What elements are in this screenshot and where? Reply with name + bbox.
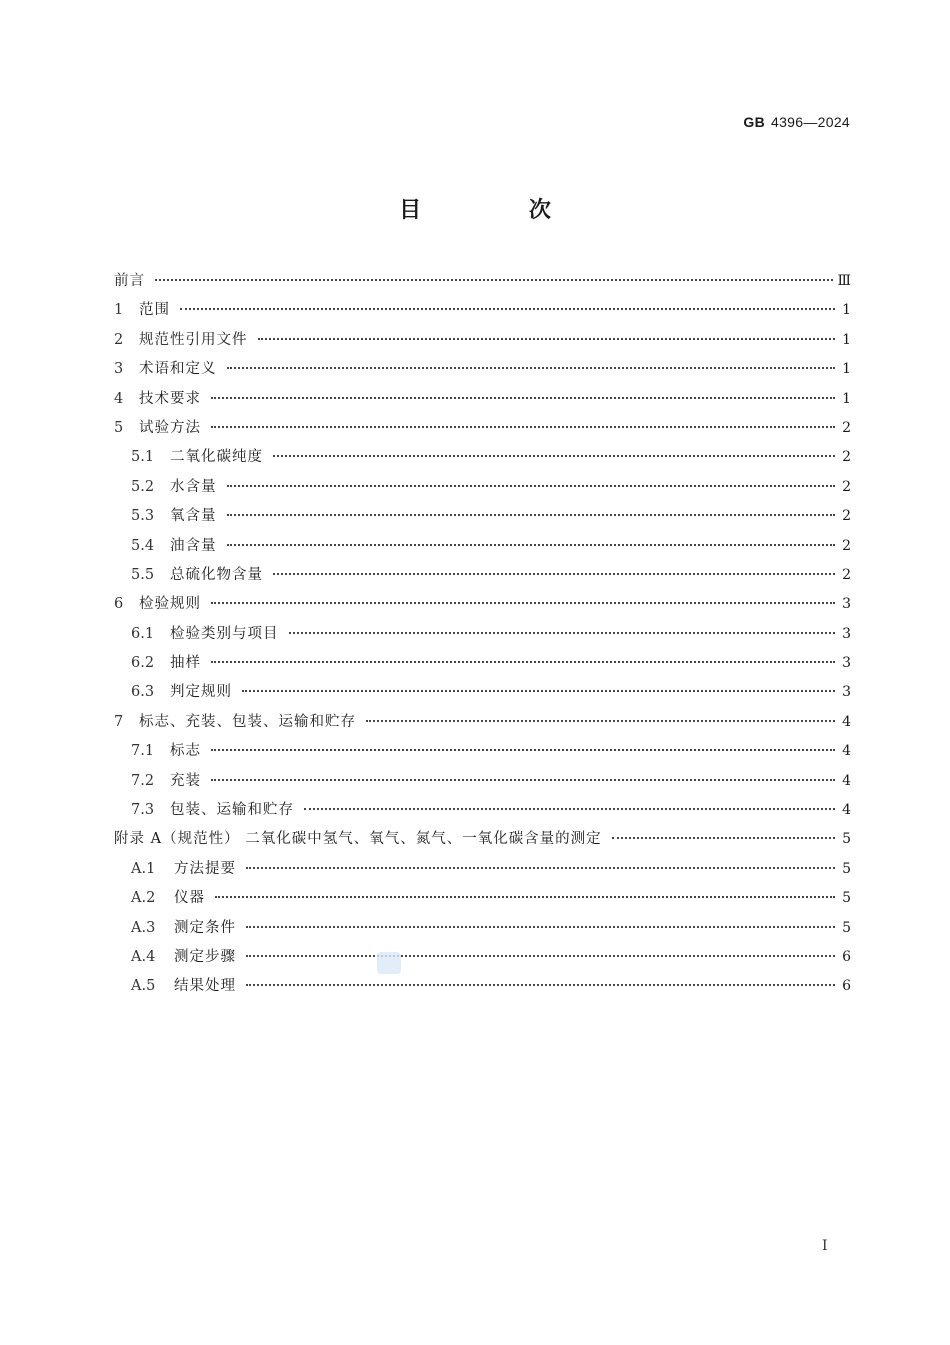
toc-entry-page: 3 xyxy=(842,655,851,672)
toc-dot-leader xyxy=(304,794,835,810)
toc-entry-page: 1 xyxy=(842,302,851,319)
toc-entry-number: 3 xyxy=(114,361,124,378)
toc-dot-leader xyxy=(289,618,836,634)
toc-entry-label: 标志、充装、包装、运输和贮存 xyxy=(139,713,356,730)
toc-entry-label: 范围 xyxy=(139,302,170,319)
page-title: 目 次 xyxy=(399,198,601,223)
toc-dot-leader xyxy=(273,559,835,575)
toc-entry-label: 结果处理 xyxy=(174,978,236,995)
toc-entry-page: 2 xyxy=(842,449,851,466)
toc-dot-leader xyxy=(246,912,835,928)
toc-entry-label: 二氧化碳纯度 xyxy=(170,449,263,466)
toc-entry-number: 6 xyxy=(114,596,124,613)
toc-entry-label: 标志 xyxy=(170,743,201,760)
toc-entry-page: 4 xyxy=(842,772,851,789)
toc-dot-leader xyxy=(246,853,835,869)
toc-entry-number: 5.3 xyxy=(131,508,155,525)
toc-entry-number: 5 xyxy=(114,419,124,436)
toc-entry-label: 检验类别与项目 xyxy=(170,625,279,642)
toc-dot-leader xyxy=(211,735,835,751)
toc-dot-leader xyxy=(155,265,833,281)
toc-dot-leader xyxy=(215,882,835,898)
toc-entry-number: 5.5 xyxy=(131,566,155,583)
toc-entry-label: 总硫化物含量 xyxy=(170,566,263,583)
toc-entry-label: 油含量 xyxy=(170,537,217,554)
toc-entry-page: 5 xyxy=(842,890,851,907)
toc-entry-label: 检验规则 xyxy=(139,596,201,613)
toc-entry-label: 充装 xyxy=(170,772,201,789)
toc-dot-leader xyxy=(273,441,835,457)
toc-entry-number: 7.2 xyxy=(131,772,155,789)
toc-dot-leader xyxy=(246,941,835,957)
toc-dot-leader xyxy=(242,676,835,692)
toc-entry-number: 6.1 xyxy=(131,625,155,642)
toc-entry-label: 氧含量 xyxy=(170,508,217,525)
toc-entry-number: 2 xyxy=(114,331,124,348)
toc-dot-leader xyxy=(258,324,836,340)
toc-entry-number: 6.2 xyxy=(131,655,155,672)
toc-entry-page: 2 xyxy=(842,419,851,436)
toc-entry-label: 附录 A（规范性） 二氧化碳中氢气、氧气、氮气、一氧化碳含量的测定 xyxy=(114,831,602,848)
toc-dot-leader xyxy=(211,647,835,663)
toc-entry-page: 1 xyxy=(842,331,851,348)
toc-dot-leader xyxy=(211,765,835,781)
toc-entry-page: 3 xyxy=(842,625,851,642)
toc-entry-label: 水含量 xyxy=(170,478,217,495)
toc-entry-page: 5 xyxy=(842,860,851,877)
toc-entry-number: 7.1 xyxy=(131,743,155,760)
toc-dot-leader xyxy=(211,588,835,604)
toc-entry-page: 4 xyxy=(842,713,851,730)
toc-entry-number: 5.2 xyxy=(131,478,155,495)
page-number: I xyxy=(822,1238,828,1254)
toc-dot-leader xyxy=(211,383,835,399)
toc-entry-number: A.1 xyxy=(131,860,156,877)
toc-entry-number: A.4 xyxy=(131,948,156,965)
toc-entry-number: 5.4 xyxy=(131,537,155,554)
toc-entry-number: A.5 xyxy=(131,978,156,995)
toc-entry-number: 4 xyxy=(114,390,124,407)
toc-dot-leader xyxy=(227,530,836,546)
toc-entry-number: 7.3 xyxy=(131,802,155,819)
toc-entry-label: 测定步骤 xyxy=(174,948,236,965)
toc-dot-leader xyxy=(227,500,836,516)
toc-entry-page: 2 xyxy=(842,478,851,495)
watermark-logo xyxy=(377,952,401,974)
toc-entry-label: 技术要求 xyxy=(139,390,201,407)
toc-entry-label: 测定条件 xyxy=(174,919,236,936)
toc-entry-page: 1 xyxy=(842,361,851,378)
toc-entry-label: 规范性引用文件 xyxy=(139,331,248,348)
toc-entry-label: 方法提要 xyxy=(174,860,236,877)
toc-entry-page: 2 xyxy=(842,566,851,583)
toc-entry-number: A.3 xyxy=(131,919,156,936)
toc-dot-leader xyxy=(246,970,835,986)
toc-dot-leader xyxy=(227,353,836,369)
toc-entry-page: 6 xyxy=(842,978,851,995)
toc-entry-number: 7 xyxy=(114,713,124,730)
standard-code: 4396—2024 xyxy=(771,114,850,130)
toc-entry-number: 5.1 xyxy=(131,449,155,466)
toc-entry-page: 4 xyxy=(842,802,851,819)
toc-entry-page: 2 xyxy=(842,537,851,554)
standard-prefix: GB xyxy=(743,114,765,130)
standard-number xyxy=(743,114,850,130)
toc-entry-number: A.2 xyxy=(131,890,156,907)
toc-entry-page: 5 xyxy=(842,919,851,936)
toc-entry-page: 3 xyxy=(842,684,851,701)
toc-entry-label: 抽样 xyxy=(170,655,201,672)
toc-dot-leader xyxy=(366,706,835,722)
toc-entry-label: 前言 xyxy=(114,273,145,289)
toc-entry-page: Ⅲ xyxy=(837,273,851,289)
toc-dot-leader xyxy=(612,823,835,839)
toc-entry-label: 仪器 xyxy=(174,890,205,907)
toc-entry-page: 5 xyxy=(842,831,851,848)
toc-dot-leader xyxy=(227,471,836,487)
toc-entry-label: 包装、运输和贮存 xyxy=(170,802,294,819)
table-of-contents xyxy=(114,269,851,1004)
toc-entry-page: 4 xyxy=(842,743,851,760)
toc-entry-number: 6.3 xyxy=(131,684,155,701)
toc-entry-number: 1 xyxy=(114,302,124,319)
toc-entry-page: 6 xyxy=(842,948,851,965)
toc-entry-label: 术语和定义 xyxy=(139,361,217,378)
toc-entry-label: 判定规则 xyxy=(170,684,232,701)
toc-entry[interactable] xyxy=(114,974,851,1003)
toc-entry-page: 3 xyxy=(842,596,851,613)
toc-entry-page: 2 xyxy=(842,508,851,525)
toc-dot-leader xyxy=(180,294,835,310)
toc-entry-page: 1 xyxy=(842,390,851,407)
toc-entry-label: 试验方法 xyxy=(139,419,201,436)
toc-dot-leader xyxy=(211,412,835,428)
